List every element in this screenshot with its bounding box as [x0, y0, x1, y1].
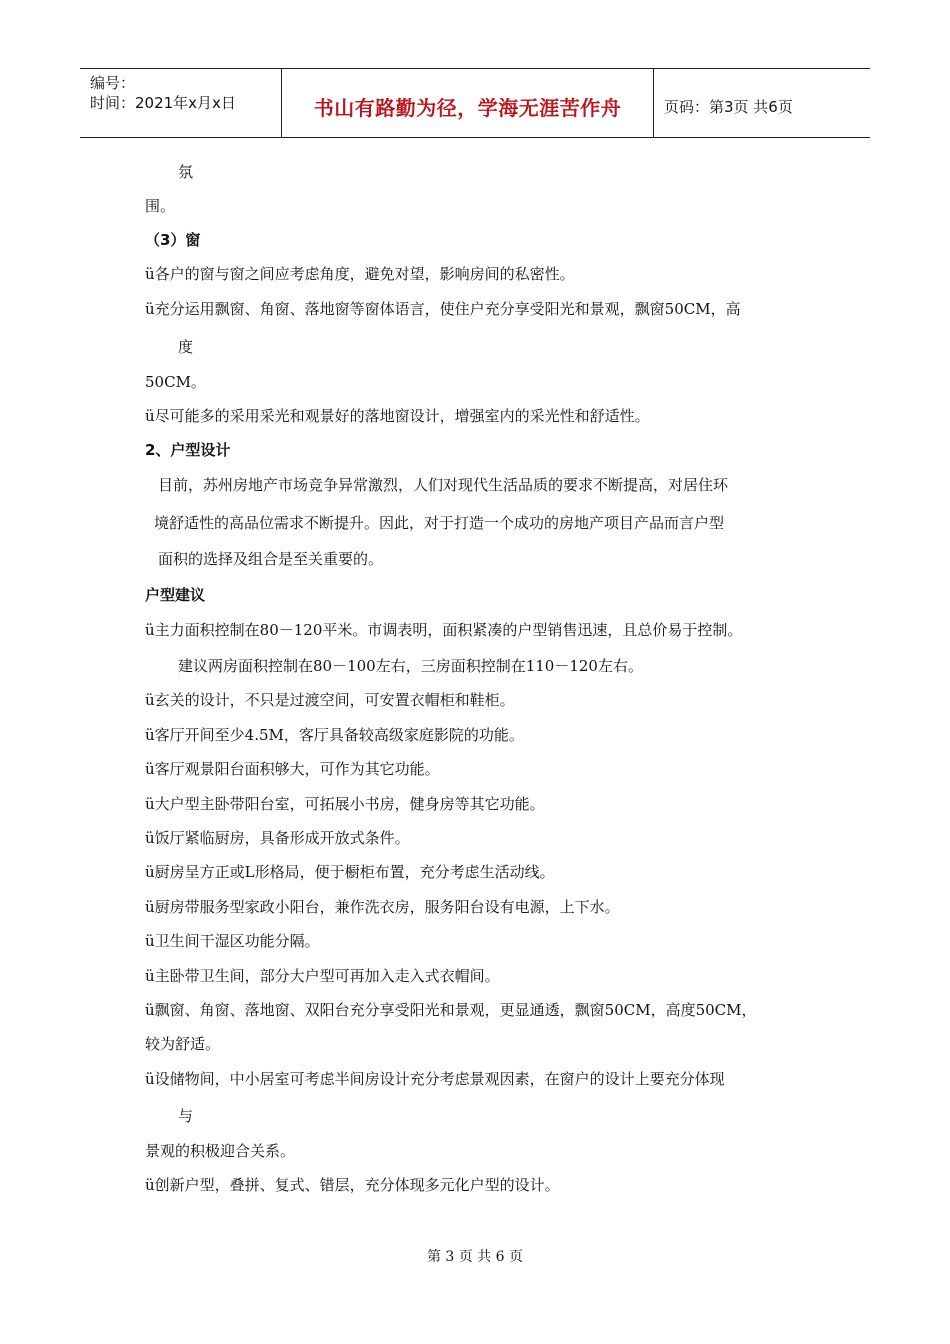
footer-page-number: 第 3 页 共 6 页 [426, 1249, 524, 1265]
text-line: 50CM。 [145, 373, 206, 391]
document-time-label: 时间：2021年x月x日 [90, 94, 236, 112]
bullet-item: ü玄关的设计，不只是过渡空间，可安置衣帽柜和鞋柜。 [145, 691, 515, 709]
header-meta [80, 69, 282, 137]
text-line: 较为舒适。 [145, 1035, 221, 1053]
page-header [80, 68, 870, 138]
bullet-item: ü客厅观景阳台面积够大，可作为其它功能。 [145, 760, 440, 778]
bullet-item: ü各户的窗与窗之间应考虑角度，避免对望，影响房间的私密性。 [145, 265, 575, 283]
bullet-item: ü尽可能多的采用采光和观景好的落地窗设计，增强室内的采光性和舒适性。 [145, 407, 650, 425]
bullet-item: ü设储物间，中小居室可考虑半间房设计充分考虑景观因素，在窗户的设计上要充分体现 [145, 1070, 725, 1088]
bullet-item: ü主卧带卫生间，部分大户型可再加入走入式衣帽间。 [145, 967, 500, 985]
section-heading: 2、户型设计 [145, 441, 231, 459]
section-heading: （3）窗 [145, 231, 201, 249]
text-line: 氛 [178, 163, 194, 181]
paragraph-line: 目前，苏州房地产市场竞争异常激烈，人们对现代生活品质的要求不断提高，对居住环 [158, 476, 729, 494]
bullet-item: ü飘窗、角窗、落地窗、双阳台充分享受阳光和景观，更显通透，飘窗50CM，高度50CM， [145, 1001, 757, 1019]
text-line: 围。 [145, 197, 176, 215]
text-line: 景观的积极迎合关系。 [145, 1142, 296, 1160]
bullet-item: ü厨房带服务型家政小阳台，兼作洗衣房，服务阳台设有电源，上下水。 [145, 898, 620, 916]
bullet-item: ü饭厅紧临厨房，具备形成开放式条件。 [145, 829, 410, 847]
text-line: 度 [178, 338, 194, 356]
document-number-label: 编号： [90, 74, 136, 92]
paragraph-line: 境舒适性的高品位需求不断提升。因此，对于打造一个成功的房地产项目产品而言户型 [154, 514, 725, 532]
bullet-item: ü厨房呈方正或L形格局，便于橱柜布置，充分考虑生活动线。 [145, 863, 555, 881]
text-line: 与 [178, 1107, 194, 1125]
header-page-info: 页码：第3页 共6页 [664, 97, 793, 116]
section-heading: 户型建议 [145, 586, 206, 604]
bullet-item: ü主力面积控制在80－120平米。市调表明，面积紧凑的户型销售迅速，且总价易于控制。 [145, 621, 743, 639]
bullet-item: ü大户型主卧带阳台室，可拓展小书房，健身房等其它功能。 [145, 795, 545, 813]
text-line: 建议两房面积控制在80－100左右，三房面积控制在110－120左右。 [178, 657, 643, 675]
bullet-item: ü创新户型，叠拼、复式、错层，充分体现多元化户型的设计。 [145, 1176, 560, 1194]
bullet-item: ü卫生间干湿区功能分隔。 [145, 932, 320, 950]
header-motto: 书山有路勤为径，学海无涯苦作舟 [282, 69, 654, 137]
bullet-item: ü充分运用飘窗、角窗、落地窗等窗体语言，使住户充分享受阳光和景观，飘窗50CM，高 [145, 300, 741, 318]
paragraph-line: 面积的选择及组合是至关重要的。 [158, 550, 384, 568]
page-footer [0, 1246, 950, 1266]
bullet-item: ü客厅开间至少4.5M，客厅具备较高级家庭影院的功能。 [145, 726, 524, 744]
